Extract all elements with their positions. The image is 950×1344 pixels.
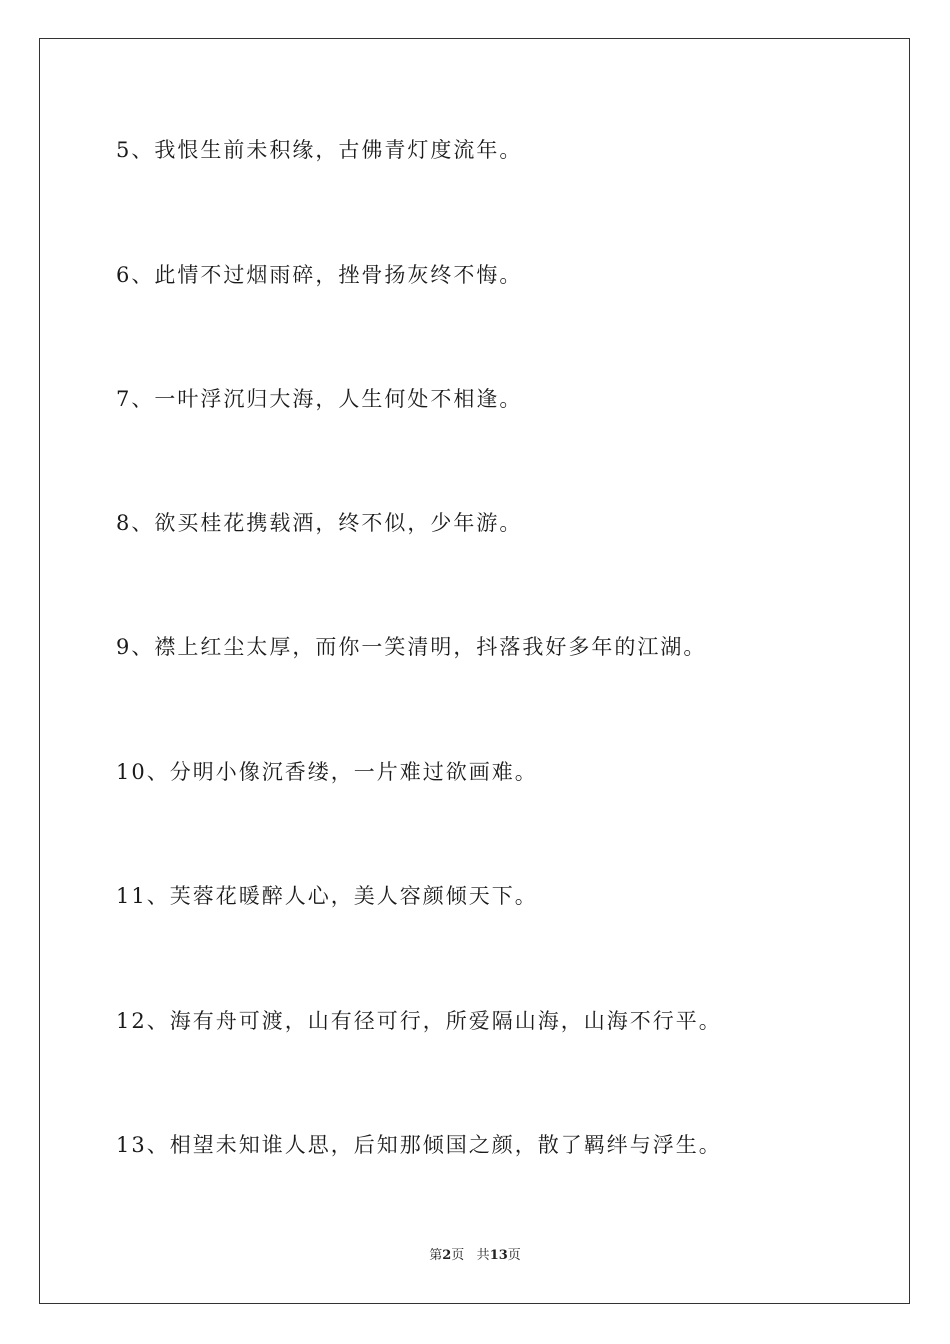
text-line-5: 5、我恨生前未积缘，古佛青灯度流年。 <box>116 138 523 162</box>
text-line-10: 10、分明小像沉香缕，一片难过欲画难。 <box>116 760 538 784</box>
footer-total-pages: 13 <box>489 1248 508 1263</box>
text-line-9: 9、襟上红尘太厚，而你一笑清明，抖落我好多年的江湖。 <box>116 635 707 659</box>
text-line-6: 6、此情不过烟雨碎，挫骨扬灰终不悔。 <box>116 263 523 287</box>
footer-total-prefix: 共 <box>476 1248 490 1263</box>
text-line-13: 13、相望未知谁人思，后知那倾国之颜，散了羁绊与浮生。 <box>116 1133 722 1157</box>
footer-page-number: 2 <box>442 1248 452 1263</box>
page-footer <box>0 1247 950 1265</box>
page-border <box>39 38 910 1304</box>
footer-page-prefix: 第 <box>429 1248 443 1263</box>
footer-total-suffix: 页 <box>507 1248 521 1263</box>
text-line-12: 12、海有舟可渡，山有径可行，所爱隔山海，山海不行平。 <box>116 1009 722 1033</box>
text-line-11: 11、芙蓉花暖醉人心，美人容颜倾天下。 <box>116 884 538 908</box>
text-line-7: 7、一叶浮沉归大海，人生何处不相逢。 <box>116 387 523 411</box>
text-line-8: 8、欲买桂花携载酒，终不似，少年游。 <box>116 511 523 535</box>
footer-page-suffix: 页 <box>451 1248 465 1263</box>
